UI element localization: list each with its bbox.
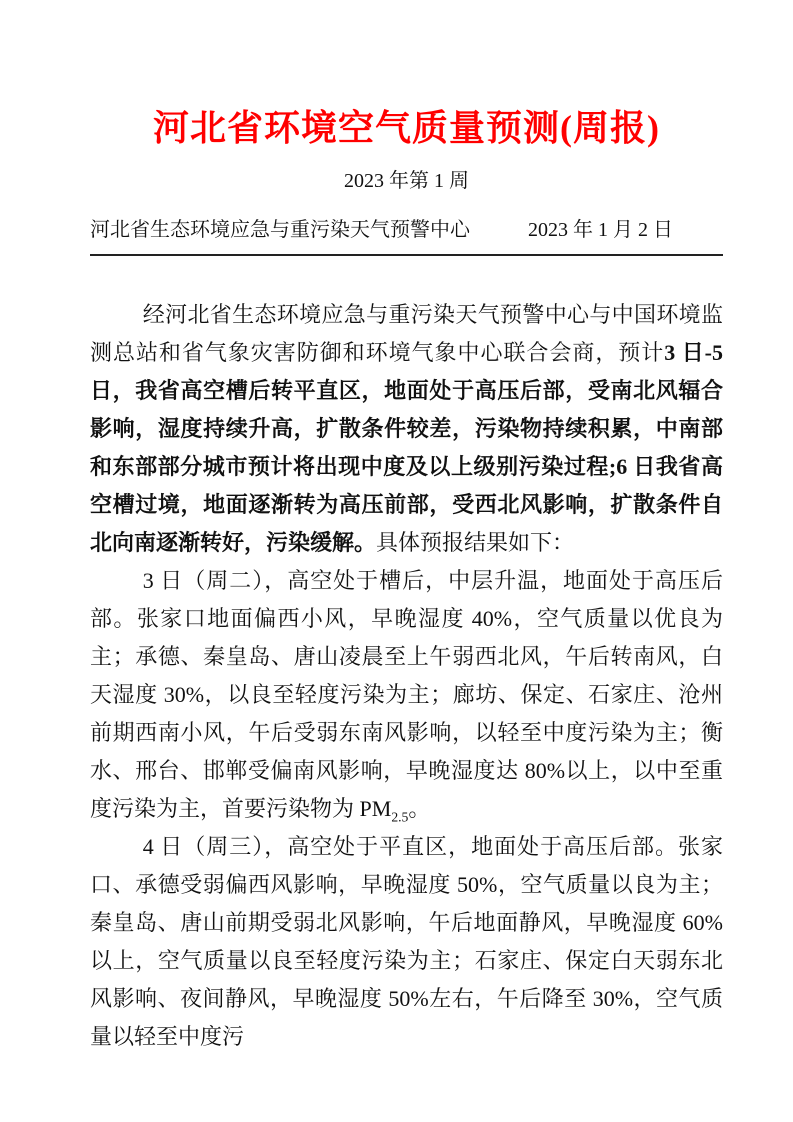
day4-forecast-text: 4 日（周三），高空处于平直区，地面处于高压后部。张家口、承德受弱偏西风影响，早晚湿度 50%，空气质量以良为主；秦皇岛、唐山前期受弱北风影响，午后地面静风，早晚湿度 60%以上，空气质量以良至轻度污染为主；石家庄、保定白天弱东北风影响、夜间静风，早晚湿度 50%左右，午后降至 30%，空气质量以轻至中度污	[90, 834, 724, 1049]
day3-forecast-period: 。	[408, 796, 431, 821]
summary-lead-text: 经河北省生态环境应急与重污染天气预警中心与中国环境监测总站和省气象灾害防御和环境气象中心联合会商，预计	[90, 302, 723, 365]
document-body	[90, 296, 723, 1056]
day3-forecast-text: 3 日（周二），高空处于槽后，中层升温，地面处于高压后部。张家口地面偏西小风，早晚湿度 40%，空气质量以优良为主；承德、秦皇岛、唐山凌晨至上午弱西北风，午后转南风，白天湿度 30%，以良至轻度污染为主；廊坊、保定、石家庄、沧州前期西南小风，午后受弱东南风影响，以轻至中度污染为主；衡水、邢台、邯郸受偏南风影响，早晚湿度达 80%以上，以中至重度污染为主，首要污染物为 PM	[90, 568, 723, 821]
summary-tail-text: 具体预报结果如下：	[376, 530, 575, 555]
header-divider	[90, 254, 723, 256]
org-date-row	[90, 216, 723, 244]
issue-date: 2023 年 1 月 2 日	[528, 219, 673, 241]
issuing-organization: 河北省生态环境应急与重污染天气预警中心	[90, 219, 470, 241]
page-title: 河北省环境空气质量预测(周报)	[153, 108, 660, 148]
summary-emphasis-text: 3 日-5 日，我省高空槽后转平直区，地面处于高压后部，受南北风辐合影响，湿度持续升高，扩散条件较差，污染物持续积累，中南部和东部部分城市预计将出现中度及以上级别污染过程;6 日我省高空槽过境，地面逐渐转为高压前部，受西北风影响，扩散条件自北向南逐渐转好，污染缓解。	[90, 340, 723, 555]
week-subtitle: 2023 年第 1 周	[344, 170, 469, 192]
summary-paragraph	[90, 296, 723, 562]
day4-forecast-paragraph	[90, 828, 723, 1056]
day3-forecast-paragraph	[90, 562, 723, 828]
pm25-subscript: 2.5	[391, 809, 409, 825]
